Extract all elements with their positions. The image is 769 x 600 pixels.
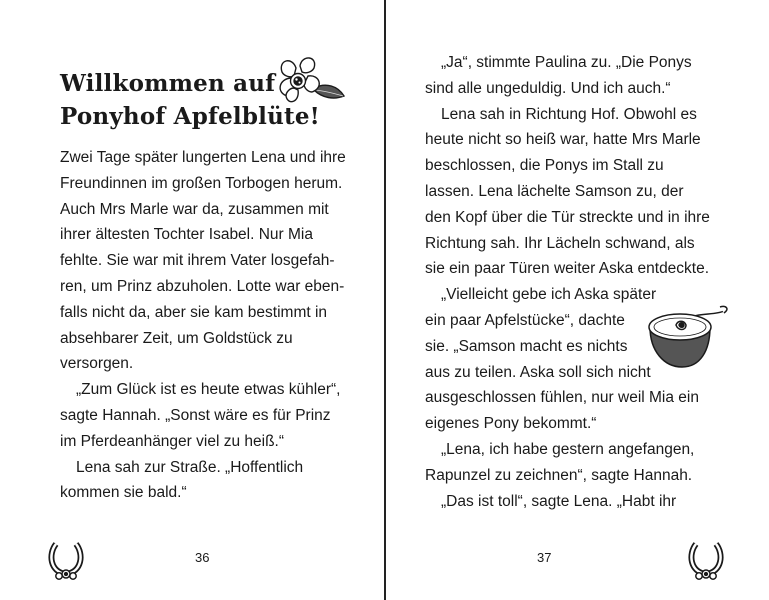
text-line: ein paar Apfelstücke“, dachte xyxy=(425,312,625,329)
text-line: Freundinnen im großen Torbogen herum. xyxy=(60,174,343,192)
text-line: sind alle ungeduldig. Und ich auch.“ xyxy=(425,79,671,97)
page-number-right: 37 xyxy=(537,550,552,565)
text-line: den Kopf über die Tür streckte und in ihre xyxy=(425,208,710,226)
text-line: Rapunzel zu zeichnen“, sagte Hannah. xyxy=(425,466,693,484)
text-line: fehlte. Sie war mit ihrem Vater losgefah- xyxy=(60,252,335,270)
text-line: falls nicht da, aber sie kam bestimmt in xyxy=(60,303,328,321)
text-line: „Zum Glück ist es heute etwas kühler“, xyxy=(76,381,341,399)
flower-icon xyxy=(274,54,346,110)
text-line: im Pferdeanhänger viel zu heiß.“ xyxy=(60,432,285,450)
text-line: eigenes Pony bekommt.“ xyxy=(425,415,597,433)
text-line: ren, um Prinz abzuholen. Lotte war eben- xyxy=(60,278,345,295)
text-line: versorgen. xyxy=(60,355,134,373)
text-line: beschlossen, die Ponys im Stall zu xyxy=(425,157,664,175)
text-line: ihrer ältesten Tochter Isabel. Nur Mia xyxy=(60,226,313,244)
text-line: „Ja“, stimmte Paulina zu. „Die Ponys xyxy=(441,54,692,71)
text-line: sie ein paar Türen weiter Aska entdeckte. xyxy=(425,260,710,278)
horseshoe-icon xyxy=(48,540,84,582)
text-line: Richtung sah. Ihr Lächeln schwand, als xyxy=(425,234,695,252)
text-line: lassen. Lena lächelte Samson zu, der xyxy=(425,183,684,200)
horseshoe-icon xyxy=(688,540,724,582)
text-line: aus zu teilen. Aska soll sich nicht xyxy=(425,363,651,381)
text-line: „Das ist toll“, sagte Lena. „Habt ihr xyxy=(441,492,677,510)
apple-half-icon xyxy=(644,305,730,371)
text-line: Lena sah zur Straße. „Hoffentlich xyxy=(76,458,304,476)
page-number-left: 36 xyxy=(195,550,210,565)
text-line: kommen sie bald.“ xyxy=(60,484,187,502)
text-line: Zwei Tage später lungerten Lena und ihre xyxy=(60,149,346,166)
text-line: ausgeschlossen fühlen, nur weil Mia ein xyxy=(425,389,699,407)
text-line: Lena sah in Richtung Hof. Obwohl es xyxy=(441,105,697,123)
text-line: heute nicht so heiß war, hatte Mrs Marle xyxy=(425,131,701,149)
text-line: sagte Hannah. „Sonst wäre es für Prinz xyxy=(60,407,331,424)
text-line: Auch Mrs Marle war da, zusammen mit xyxy=(60,200,329,218)
text-line: „Lena, ich habe gestern angefangen, xyxy=(441,441,695,458)
text-line: „Vielleicht gebe ich Aska später xyxy=(441,286,657,304)
chapter-title-line: Willkommen auf xyxy=(60,70,276,97)
text-line: sie. „Samson macht es nichts xyxy=(425,337,628,355)
chapter-title-line: Ponyhof Apfelblüte! xyxy=(60,103,320,130)
text-line: absehbarer Zeit, um Goldstück zu xyxy=(60,329,293,347)
